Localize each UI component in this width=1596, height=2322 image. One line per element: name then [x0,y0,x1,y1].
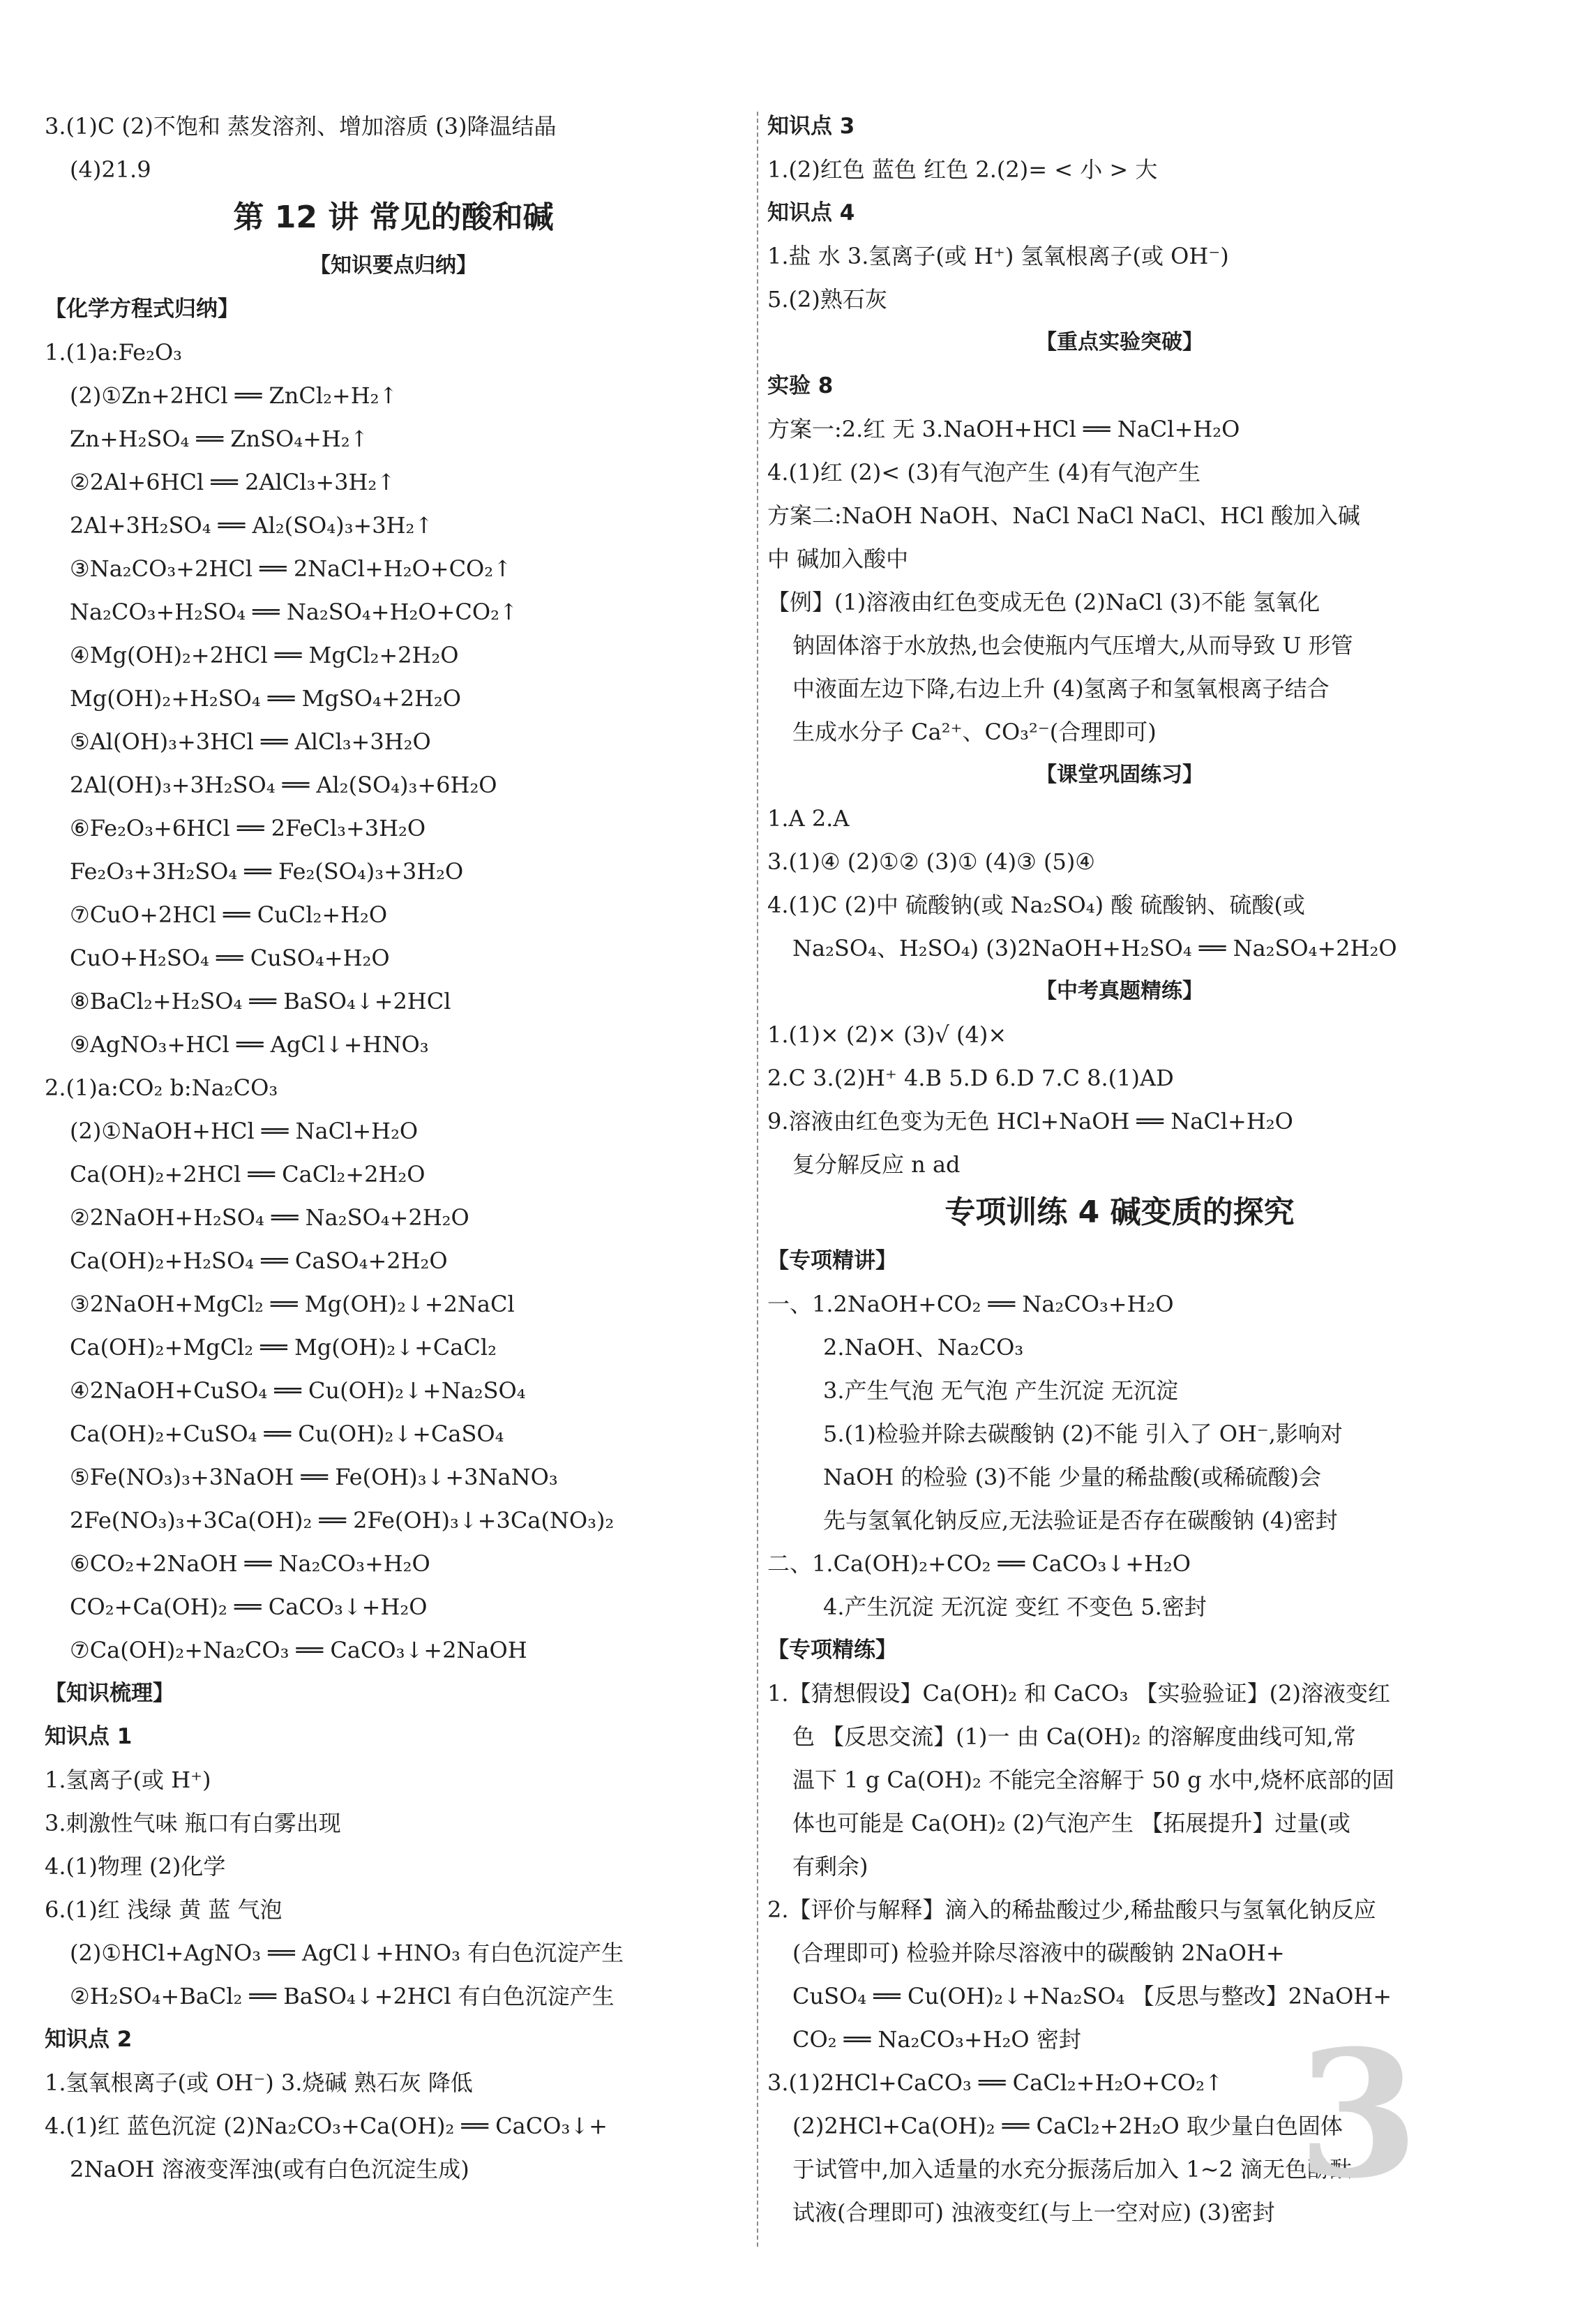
right-column-line: 【课堂巩固练习】 [1036,763,1203,787]
right-column-line: 5.(1)检验并除去碳酸钠 (2)不能 引入了 OH⁻,影响对 [823,1421,1343,1447]
right-column-line: 3.产生气泡 无气泡 产生沉淀 无沉淀 [823,1377,1179,1404]
left-column-line: 知识点 1 [45,1724,133,1749]
right-column-line: Na₂SO₄、H₂SO₄) (3)2NaOH+H₂SO₄ ══ Na₂SO₄+2H₂O [792,935,1397,961]
left-column-line: Ca(OH)₂+CuSO₄ ══ Cu(OH)₂↓+CaSO₄ [70,1421,504,1447]
left-column-line: 1.(1)a:Fe₂O₃ [45,339,182,366]
left-column-line: 2Fe(NO₃)₃+3Ca(OH)₂ ══ 2Fe(OH)₃↓+3Ca(NO₃)₂ [70,1507,615,1534]
left-column-line: 2.(1)a:CO₂ b:Na₂CO₃ [45,1074,278,1101]
left-column-line: ⑨AgNO₃+HCl ══ AgCl↓+HNO₃ [70,1031,429,1058]
left-column-line: ⑧BaCl₂+H₂SO₄ ══ BaSO₄↓+2HCl [70,988,451,1014]
right-column-line: 温下 1 g Ca(OH)₂ 不能完全溶解于 50 g 水中,烧杯底部的固 [792,1767,1394,1793]
right-column-line: 中 碱加入酸中 [767,546,909,572]
right-column-line: 先与氢氧化钠反应,无法验证是否存在碳酸钠 (4)密封 [823,1507,1338,1534]
left-column-line: 4.(1)物理 (2)化学 [45,1853,226,1880]
left-column-line: ⑤Al(OH)₃+3HCl ══ AlCl₃+3H₂O [70,728,431,755]
right-column-line: 3.(1)2HCl+CaCO₃ ══ CaCl₂+H₂O+CO₂↑ [767,2069,1224,2096]
right-column-line: 知识点 3 [767,114,855,139]
right-column-line: 9.溶液由红色变为无色 HCl+NaOH ══ NaCl+H₂O [767,1108,1293,1134]
left-column-line: 4.(1)红 蓝色沉淀 (2)Na₂CO₃+Ca(OH)₂ ══ CaCO₃↓+ [45,2113,608,2139]
left-column-line: (2)①Zn+2HCl ══ ZnCl₂+H₂↑ [70,382,398,409]
left-column-line: 【知识梳理】 [45,1681,174,1706]
right-column-line: CO₂ ══ Na₂CO₃+H₂O 密封 [792,2026,1081,2053]
left-column-line: 1.氢氧根离子(或 OH⁻) 3.烧碱 熟石灰 降低 [45,2069,473,2096]
right-column-line: 2.C 3.(2)H⁺ 4.B 5.D 6.D 7.C 8.(1)AD [767,1065,1174,1091]
left-column-line: 1.氢离子(或 H⁺) [45,1767,211,1793]
left-column-line: 2Al(OH)₃+3H₂SO₄ ══ Al₂(SO₄)₃+6H₂O [70,772,497,798]
left-column-line: 【知识要点归纳】 [310,253,477,278]
left-column-line: 【化学方程式归纳】 [45,297,239,322]
left-column-line: 3.(1)C (2)不饱和 蒸发溶剂、增加溶质 (3)降温结晶 [45,113,557,140]
left-column-line: 2Al+3H₂SO₄ ══ Al₂(SO₄)₃+3H₂↑ [70,512,434,539]
right-column-line: 钠固体溶于水放热,也会使瓶内气压增大,从而导致 U 形管 [792,632,1353,659]
column-divider [757,112,758,2247]
right-column-line: 专项训练 4 碱变质的探究 [944,1194,1295,1230]
left-column-line: ②2NaOH+H₂SO₄ ══ Na₂SO₄+2H₂O [70,1204,469,1231]
left-column-line: ⑦CuO+2HCl ══ CuCl₂+H₂O [70,901,388,928]
left-column-line: (2)①NaOH+HCl ══ NaCl+H₂O [70,1118,419,1144]
page-number-watermark: 3 [1297,2012,1419,2217]
right-column-line: 1.【猜想假设】Ca(OH)₂ 和 CaCO₃ 【实验验证】(2)溶液变红 [767,1680,1390,1707]
left-column-line: Na₂CO₃+H₂SO₄ ══ Na₂SO₄+H₂O+CO₂↑ [70,599,518,625]
left-column-line: ④2NaOH+CuSO₄ ══ Cu(OH)₂↓+Na₂SO₄ [70,1377,526,1404]
right-column-line: 1.盐 水 3.氢离子(或 H⁺) 氢氧根离子(或 OH⁻) [767,243,1229,269]
left-column-line: Ca(OH)₂+2HCl ══ CaCl₂+2H₂O [70,1161,426,1188]
left-column-line: 2NaOH 溶液变浑浊(或有白色沉淀生成) [70,2156,469,2182]
left-column-line: ⑥CO₂+2NaOH ══ Na₂CO₃+H₂O [70,1550,430,1577]
right-column-line: 生成水分子 Ca²⁺、CO₃²⁻(合理即可) [792,719,1157,745]
left-column-line: 6.(1)红 浅绿 黄 蓝 气泡 [45,1896,283,1923]
left-column-line: 第 12 讲 常见的酸和碱 [233,200,554,235]
left-column-line: ②2Al+6HCl ══ 2AlCl₃+3H₂↑ [70,469,396,495]
left-column-line: ⑤Fe(NO₃)₃+3NaOH ══ Fe(OH)₃↓+3NaNO₃ [70,1464,558,1490]
right-column-line: 2.【评价与解释】滴入的稀盐酸过少,稀盐酸只与氢氧化钠反应 [767,1896,1376,1923]
right-column-line: (2)2HCl+Ca(OH)₂ ══ CaCl₂+2H₂O 取少量白色固体 [792,2113,1343,2139]
right-column-line: 二、1.Ca(OH)₂+CO₂ ══ CaCO₃↓+H₂O [767,1550,1191,1577]
right-column-line: 1.(2)红色 蓝色 红色 2.(2)= < 小 > 大 [767,156,1158,183]
left-column-line: Mg(OH)₂+H₂SO₄ ══ MgSO₄+2H₂O [70,685,461,712]
right-column-line: 【专项精练】 [767,1638,897,1663]
left-column-line: ②H₂SO₄+BaCl₂ ══ BaSO₄↓+2HCl 有白色沉淀产生 [70,1983,615,2009]
left-column-line: (4)21.9 [70,156,151,183]
right-column-line: 方案二:NaOH NaOH、NaCl NaCl NaCl、HCl 酸加入碱 [767,502,1360,529]
right-column-line: 2.NaOH、Na₂CO₃ [823,1334,1024,1361]
right-column-line: 4.(1)C (2)中 硫酸钠(或 Na₂SO₄) 酸 硫酸钠、硫酸(或 [767,892,1305,918]
left-column-line: CuO+H₂SO₄ ══ CuSO₄+H₂O [70,945,390,971]
right-column-line: 中液面左边下降,右边上升 (4)氢离子和氢氧根离子结合 [792,675,1330,702]
right-column-line: (合理即可) 检验并除尽溶液中的碳酸钠 2NaOH+ [792,1940,1285,1966]
right-column-line: 【专项精讲】 [767,1248,897,1273]
right-column-line: 3.(1)④ (2)①② (3)① (4)③ (5)④ [767,848,1095,875]
right-column-line: 有剩余) [792,1853,868,1880]
right-column-line: 4.产生沉淀 无沉淀 变红 不变色 5.密封 [823,1594,1207,1620]
right-column-line: 1.A 2.A [767,805,850,832]
right-column-line: 【例】(1)溶液由红色变成无色 (2)NaCl (3)不能 氢氧化 [767,589,1320,615]
right-column-line: 色 【反思交流】(1)一 由 Ca(OH)₂ 的溶解度曲线可知,常 [792,1723,1356,1750]
right-column-line: 实验 8 [767,373,834,398]
right-column-line: 试液(合理即可) 浊液变红(与上一空对应) (3)密封 [792,2199,1275,2226]
right-column-line: 体也可能是 Ca(OH)₂ (2)气泡产生 【拓展提升】过量(或 [792,1810,1350,1836]
right-column-line: 复分解反应 n ad [792,1151,961,1178]
right-column-line: 1.(1)× (2)× (3)√ (4)× [767,1021,1007,1048]
right-column-line: 方案一:2.红 无 3.NaOH+HCl ══ NaCl+H₂O [767,416,1240,442]
left-column-line: Fe₂O₃+3H₂SO₄ ══ Fe₂(SO₄)₃+3H₂O [70,858,464,885]
right-column-line: CuSO₄ ══ Cu(OH)₂↓+Na₂SO₄ 【反思与整改】2NaOH+ [792,1983,1392,2009]
left-column-line: ⑥Fe₂O₃+6HCl ══ 2FeCl₃+3H₂O [70,815,426,841]
right-column-line: 于试管中,加入适量的水充分振荡后加入 1~2 滴无色酚酞 [792,2156,1353,2182]
left-column-line: (2)①HCl+AgNO₃ ══ AgCl↓+HNO₃ 有白色沉淀产生 [70,1940,624,1966]
right-column-line: 一、1.2NaOH+CO₂ ══ Na₂CO₃+H₂O [767,1291,1174,1317]
right-column-line: 【中考真题精练】 [1036,979,1203,1003]
left-column-line: 3.刺激性气味 瓶口有白雾出现 [45,1810,341,1836]
left-column-line: ③2NaOH+MgCl₂ ══ Mg(OH)₂↓+2NaCl [70,1291,515,1317]
left-column-line: CO₂+Ca(OH)₂ ══ CaCO₃↓+H₂O [70,1594,428,1620]
left-column-line: Zn+H₂SO₄ ══ ZnSO₄+H₂↑ [70,426,369,452]
left-column-line: ③Na₂CO₃+2HCl ══ 2NaCl+H₂O+CO₂↑ [70,555,512,582]
left-column [45,105,742,2191]
left-column-line: ⑦Ca(OH)₂+Na₂CO₃ ══ CaCO₃↓+2NaOH [70,1637,527,1663]
right-column-line: 知识点 4 [767,200,855,225]
right-column-line: 4.(1)红 (2)< (3)有气泡产生 (4)有气泡产生 [767,459,1201,486]
left-column-line: Ca(OH)₂+H₂SO₄ ══ CaSO₄+2H₂O [70,1248,448,1274]
left-column-line: ④Mg(OH)₂+2HCl ══ MgCl₂+2H₂O [70,642,459,668]
left-column-line: Ca(OH)₂+MgCl₂ ══ Mg(OH)₂↓+CaCl₂ [70,1334,497,1361]
right-column-line: NaOH 的检验 (3)不能 少量的稀盐酸(或稀硫酸)会 [823,1464,1322,1490]
left-column-line: 知识点 2 [45,2027,133,2052]
right-column-line: 【重点实验突破】 [1036,330,1203,354]
right-column-line: 5.(2)熟石灰 [767,286,887,313]
right-column [767,105,1472,2234]
